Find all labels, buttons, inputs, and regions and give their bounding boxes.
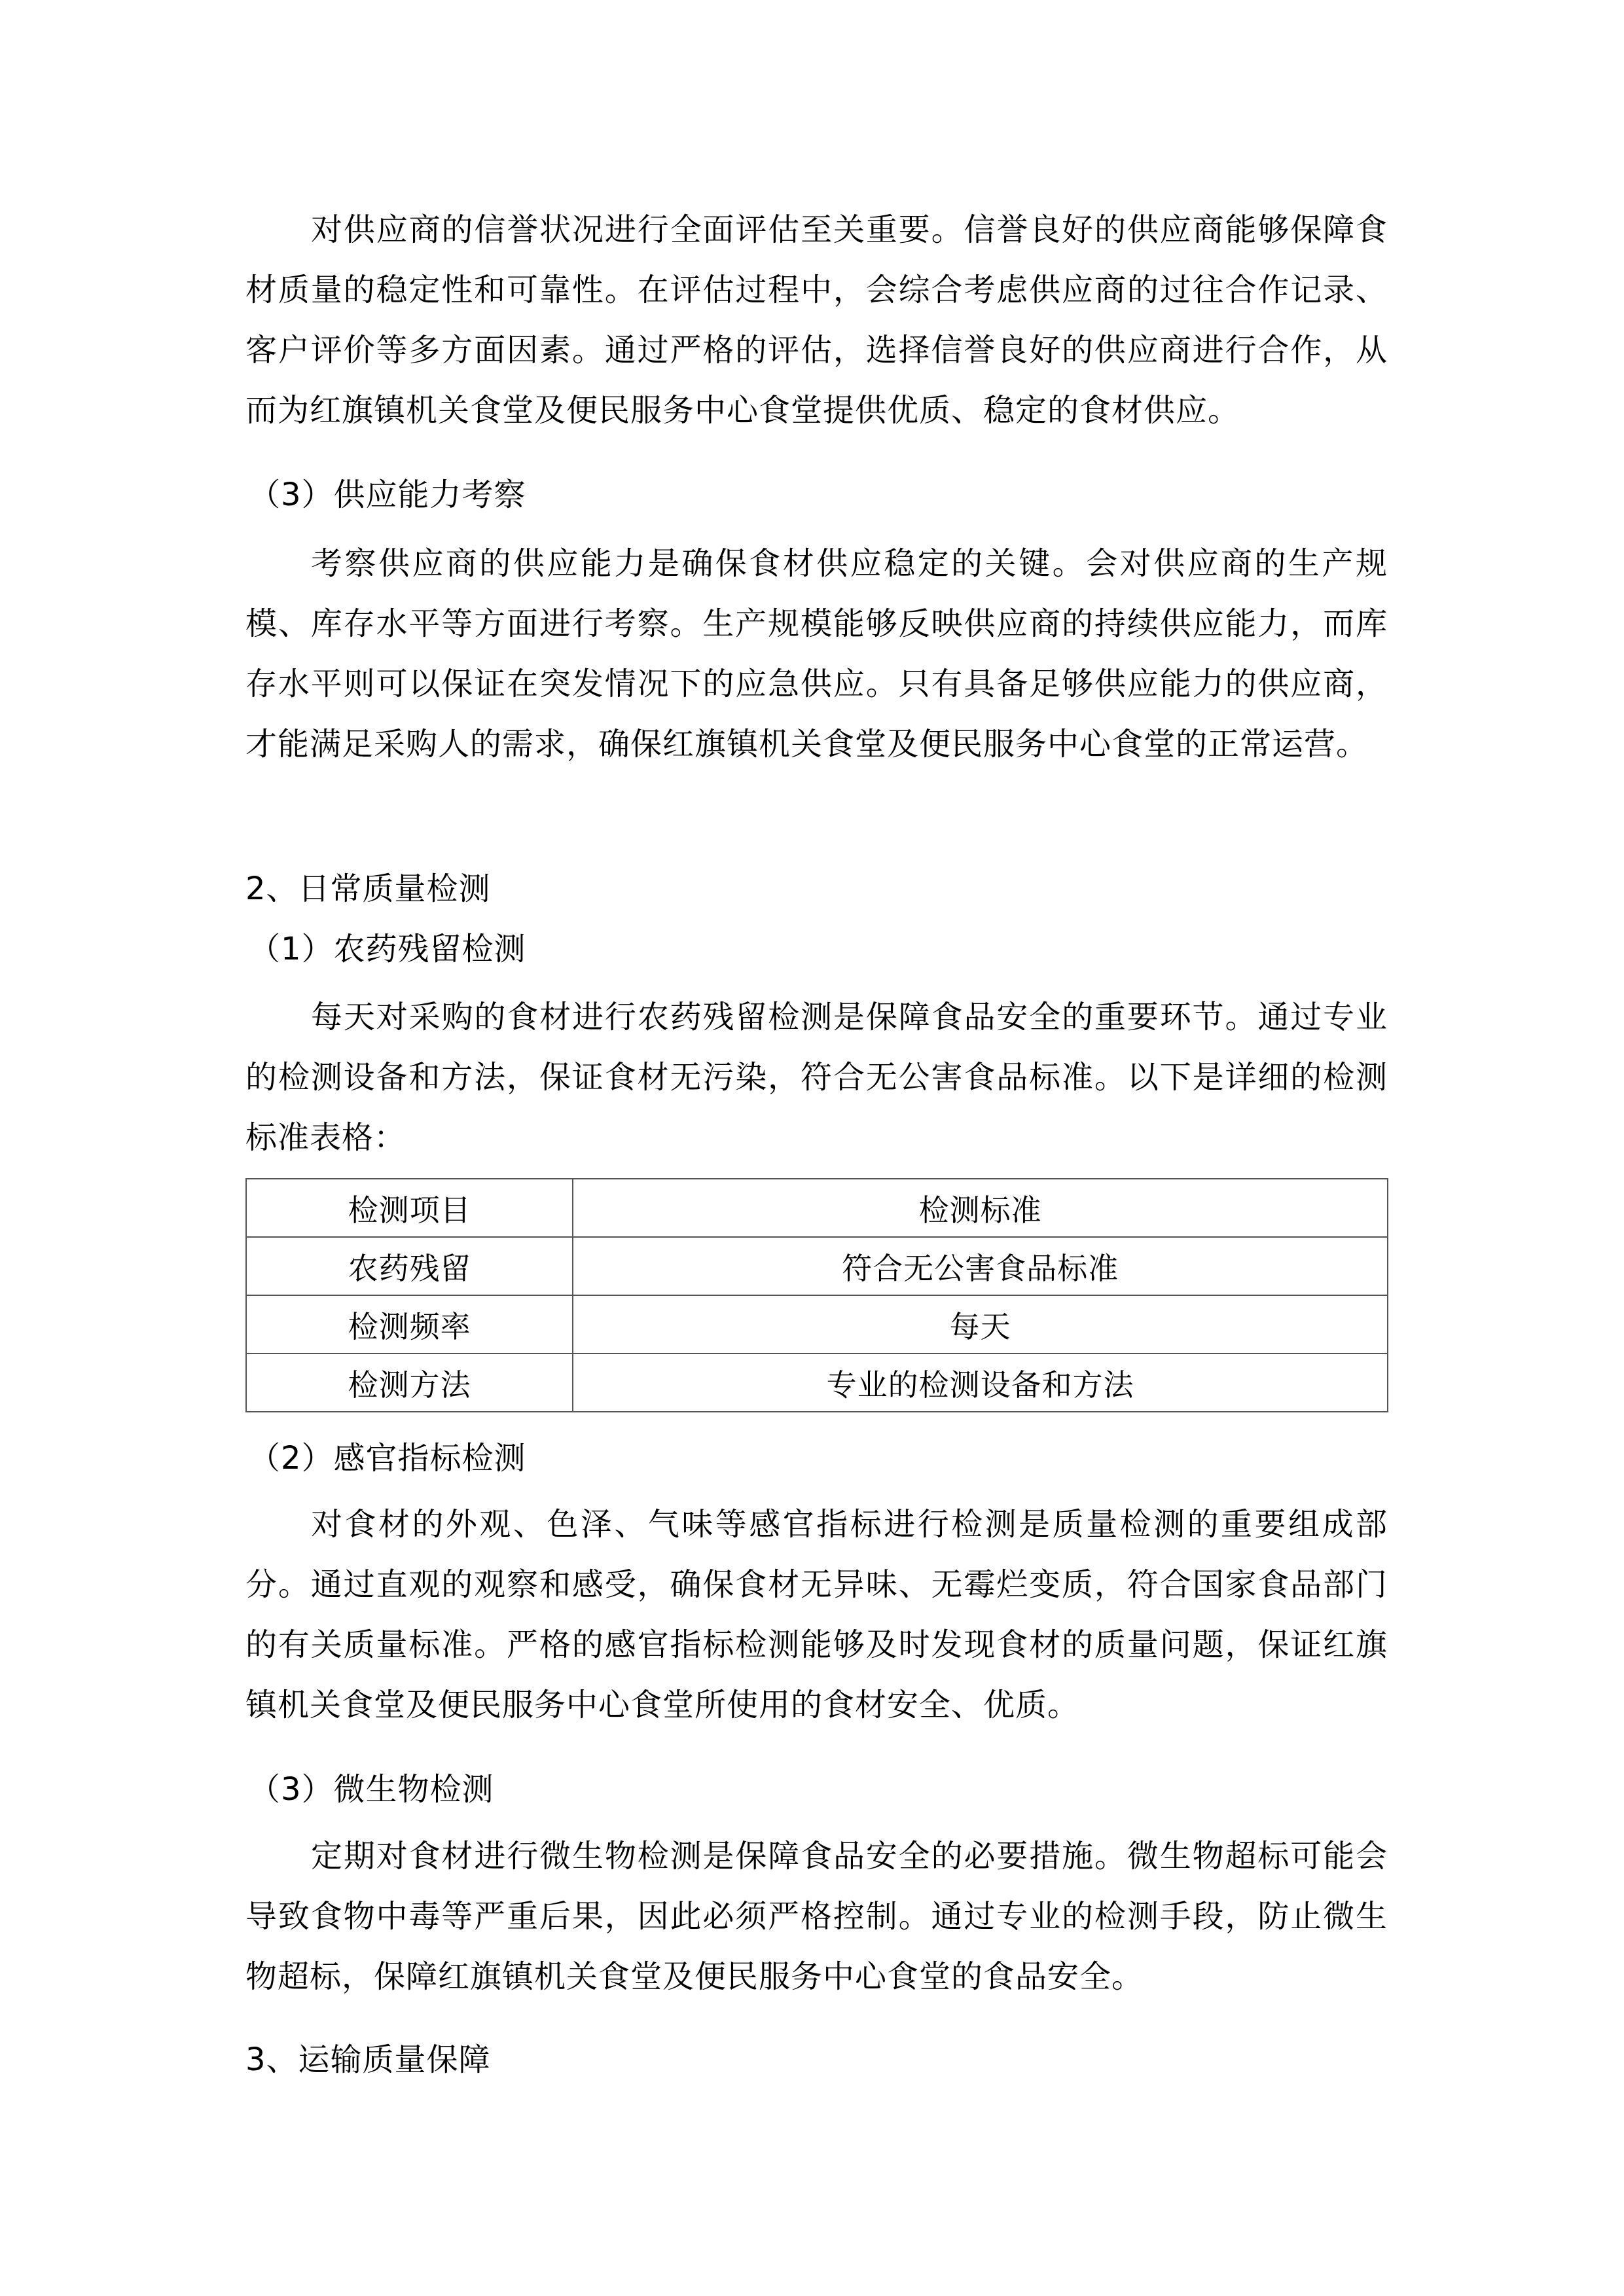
table-cell: 专业的检测设备和方法 (573, 1354, 1388, 1412)
paragraph-sensory-index: 对食材的外观、色泽、气味等感官指标进行检测是质量检测的重要组成部分。通过直观的观察和感受，确保食材无异味、无霉烂变质，符合国家食品部门的有关质量标准。严格的感官指标检测能够及时发现食材的质量问题，保证红旗镇机关食堂及便民服务中心食堂所使用的食材安全、优质。 (245, 1506, 1388, 1723)
table-cell: 检测频率 (246, 1295, 573, 1354)
paragraph-supply-capacity: 考察供应商的供应能力是确保食材供应稳定的关键。会对供应商的生产规模、库存水平等方面进行考察。生产规模能够反映供应商的持续供应能力，而库存水平则可以保证在突发情况下的应急供应。只有具备足够供应能力的供应商，才能满足采购人的需求，确保红旗镇机关食堂及便民服务中心食堂的正常运营。 (245, 545, 1388, 762)
heading-pesticide-residue: （1）农药残留检测 (249, 931, 526, 967)
table-row (246, 1237, 1388, 1295)
table-cell: 每天 (573, 1295, 1388, 1354)
heading-microbe-inspection: （3）微生物检测 (249, 1771, 494, 1808)
table-cell: 检测方法 (246, 1354, 573, 1412)
table-header-cell: 检测标准 (573, 1179, 1388, 1237)
table-cell: 符合无公害食品标准 (573, 1237, 1388, 1295)
paragraph-supplier-reputation: 对供应商的信誉状况进行全面评估至关重要。信誉良好的供应商能够保障食材质量的稳定性和可靠性。在评估过程中，会综合考虑供应商的过往合作记录、客户评价等多方面因素。通过严格的评估，选择信誉良好的供应商进行合作，从而为红旗镇机关食堂及便民服务中心食堂提供优质、稳定的食材供应。 (245, 211, 1388, 429)
heading-daily-inspection: 2、日常质量检测 (245, 870, 491, 907)
paragraph-microbe-inspection: 定期对食材进行微生物检测是保障食品安全的必要措施。微生物超标可能会导致食物中毒等严重后果，因此必须严格控制。通过专业的检测手段，防止微生物超标，保障红旗镇机关食堂及便民服务中心食堂的食品安全。 (245, 1838, 1388, 1995)
heading-transport-quality: 3、运输质量保障 (245, 2041, 491, 2078)
heading-supply-capacity: （3）供应能力考察 (249, 476, 526, 513)
heading-sensory-index: （2）感官指标检测 (249, 1440, 526, 1477)
table-row (246, 1295, 1388, 1354)
paragraph-pesticide-residue: 每天对采购的食材进行农药残留检测是保障食品安全的重要环节。通过专业的检测设备和方法，保证食材无污染，符合无公害食品标准。以下是详细的检测标准表格： (245, 999, 1388, 1156)
table-header-row (246, 1179, 1388, 1237)
table-header-cell: 检测项目 (246, 1179, 573, 1237)
inspection-standard-table (245, 1178, 1388, 1412)
table-cell: 农药残留 (246, 1237, 573, 1295)
table-row (246, 1354, 1388, 1412)
